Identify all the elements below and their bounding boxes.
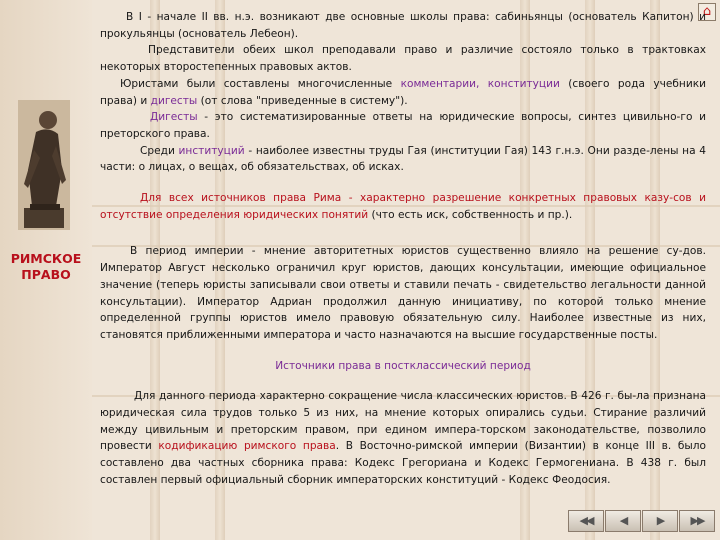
link-comments[interactable]: комментарии, конституции — [400, 77, 560, 90]
link-codification[interactable]: кодификацию римского права — [158, 440, 336, 453]
paragraph-representatives: Представители обеих школ преподавали право и различие состояло только в трактовках некоторых второстепенных правовых актов. — [100, 44, 706, 74]
paragraph-postclassical: Для данного периода характерно сокращение числа классических юристов. В 426 г. бы-ла признана юридическая сила трудов только 5 из них, на мнение которых опирались судьи. Стирание различий между цивильным и преторским правом, при едином импера-торском законодательстве, позволило провести кодификацию римского права. В Восточно-римской империи (Византии) в конце III в. было составлено два частных сборника права: Кодекс Грегориана и Кодекс Гермогениана. В 438 г. был составлен первый официальный сборник императорских конституций - Кодекс Феодосия. — [100, 390, 706, 486]
main-text — [100, 9, 706, 489]
link-digests[interactable]: дигесты — [150, 94, 198, 107]
nav-prev-button[interactable]: ◀ — [605, 510, 641, 532]
paragraph-institutions: Среди институций - наиболее известны труды Гая (институции Гая) 143 г.н.э. Они разде-лены на 4 части: о лицах, о вещах, об обязательствах, об исках. — [100, 144, 707, 174]
term-digests[interactable]: Дигесты — [150, 111, 198, 124]
section-heading-postclassical[interactable]: Источники права в постклассический период — [275, 359, 531, 372]
paragraph-empire: В период империи - мнение авторитетных юристов существенно влияло на решение су-дов. Император Август несколько ограничил круг юристов, дающих консультации, имеющие официальное значение (теперь юристы записывали свои ответы и ставили печать - свидетельство легальности данной консультации). Император Адриан продолжил данную инициативу, по которой только мнение определенной группы юристов имело правовую обязательную силу. Наиболее известные из них, становятся приближенными императора и часто назначаются на высшие государственные посты. — [100, 245, 706, 341]
sidebar — [0, 0, 92, 540]
home-icon[interactable]: ⌂ — [698, 3, 716, 21]
sidebar-title-line1: РИМСКОЕ — [10, 251, 82, 266]
nav-first-button[interactable]: ◀◀ — [568, 510, 604, 532]
paragraph-sources-characteristic: Для всех источников права Рима - характерно разрешение конкретных правовых казу-сов и отсутствие определения юридических понятий (что есть иск, собственность и пр.). — [100, 192, 706, 221]
sidebar-title-line2: ПРАВО — [21, 267, 71, 282]
nav-last-button[interactable]: ▶▶ — [679, 510, 715, 532]
paragraph-jurists: Юристами были составлены многочисленные комментарии, конституции (своего рода учебники права) и дигесты (от слова "приведенные в систему"). — [100, 77, 706, 107]
link-institutions[interactable]: институций — [178, 144, 245, 157]
statue-image — [18, 100, 70, 230]
highlight-characteristic: Для всех источников права Рима - характерно разрешение конкретных правовых казу-сов и отсутствие определения юридических понятий — [100, 192, 706, 221]
nav-next-button[interactable]: ▶ — [642, 510, 678, 532]
paragraph-schools: В I - начале II вв. н.э. возникают две основные школы права: сабиньянцы (основатель Капитон) и прокульянцы (основатель Лебеон). — [100, 11, 706, 40]
sidebar-title — [0, 251, 92, 283]
paragraph-digests: Дигесты - это систематизированные ответы на юридические вопросы, синтез цивильно-го и преторского права. — [100, 111, 706, 140]
